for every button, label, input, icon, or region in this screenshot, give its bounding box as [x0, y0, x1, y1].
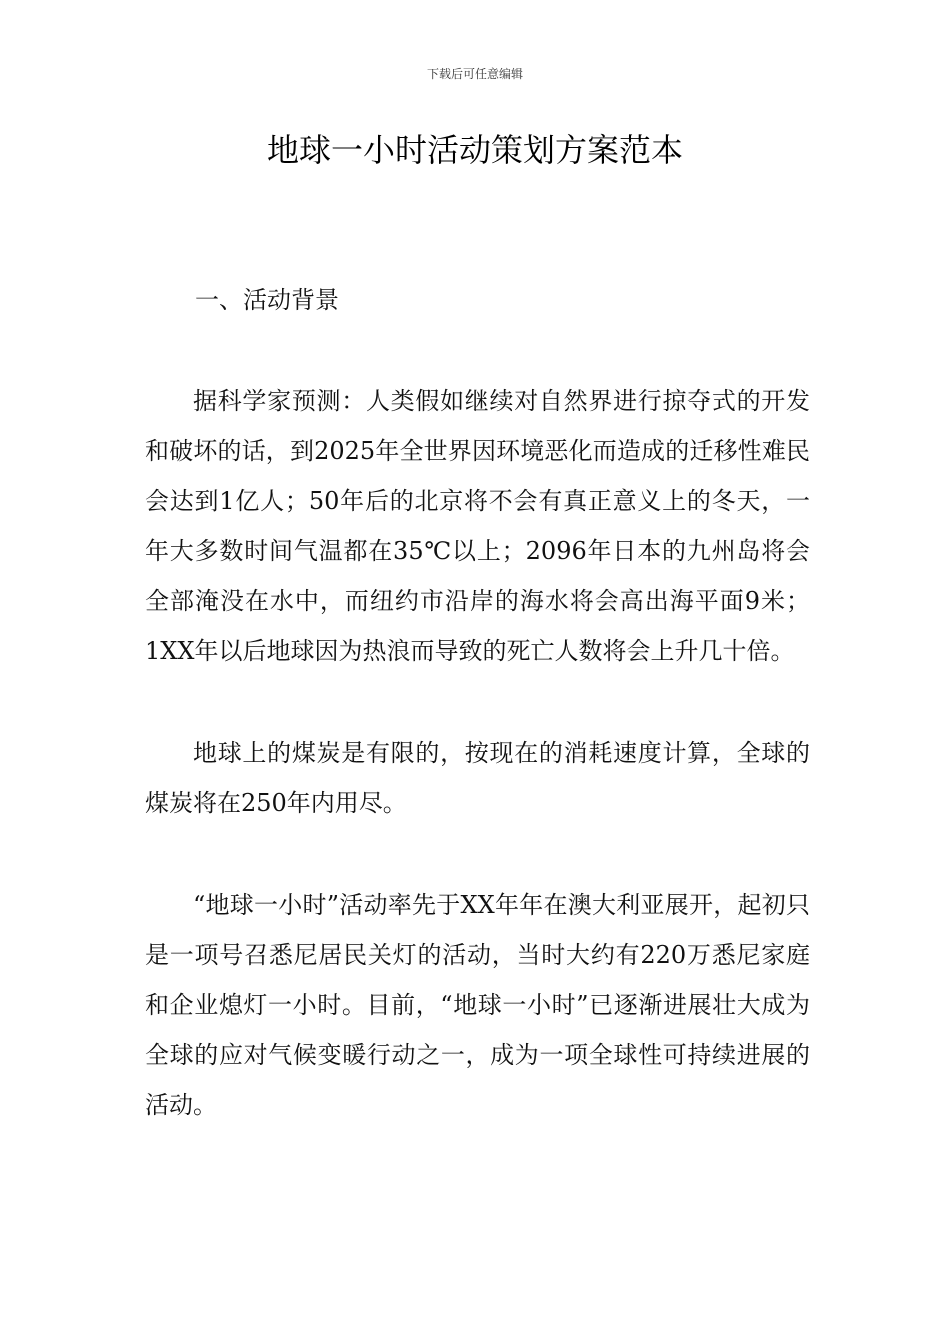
page-header-note: 下载后可任意编辑: [426, 67, 523, 81]
document-title: 地球一小时活动策划方案范本: [266, 131, 683, 169]
section-heading-background: 一、活动背景: [195, 286, 339, 314]
paragraph-coal-reserves: 地球上的煤炭是有限的，按现在的消耗速度计算，全球的煤炭将在250年内用尽。: [145, 739, 810, 817]
paragraph-scientist-prediction: 据科学家预测：人类假如继续对自然界进行掠夺式的开发和破坏的话，到2025年全世界因环境恶化而造成的迁移性难民会达到1亿人；50年后的北京将不会有真正意义上的冬天，一年大多数时间气温都在35℃以上；2096年日本的九州岛将会全部淹没在水中，而纽约市沿岸的海水将会高出海平面9米；1XX年以后地球因为热浪而导致的死亡人数将会上升几十倍。: [145, 387, 810, 665]
paragraph-earth-hour-history: “地球一小时”活动率先于XX年年在澳大利亚展开，起初只是一项号召悉尼居民关灯的活动，当时大约有220万悉尼家庭和企业熄灯一小时。目前，“地球一小时”已逐渐进展壮大成为全球的应对气候变暖行动之一，成为一项全球性可持续进展的活动。: [145, 891, 810, 1119]
document-body: [145, 278, 810, 1130]
